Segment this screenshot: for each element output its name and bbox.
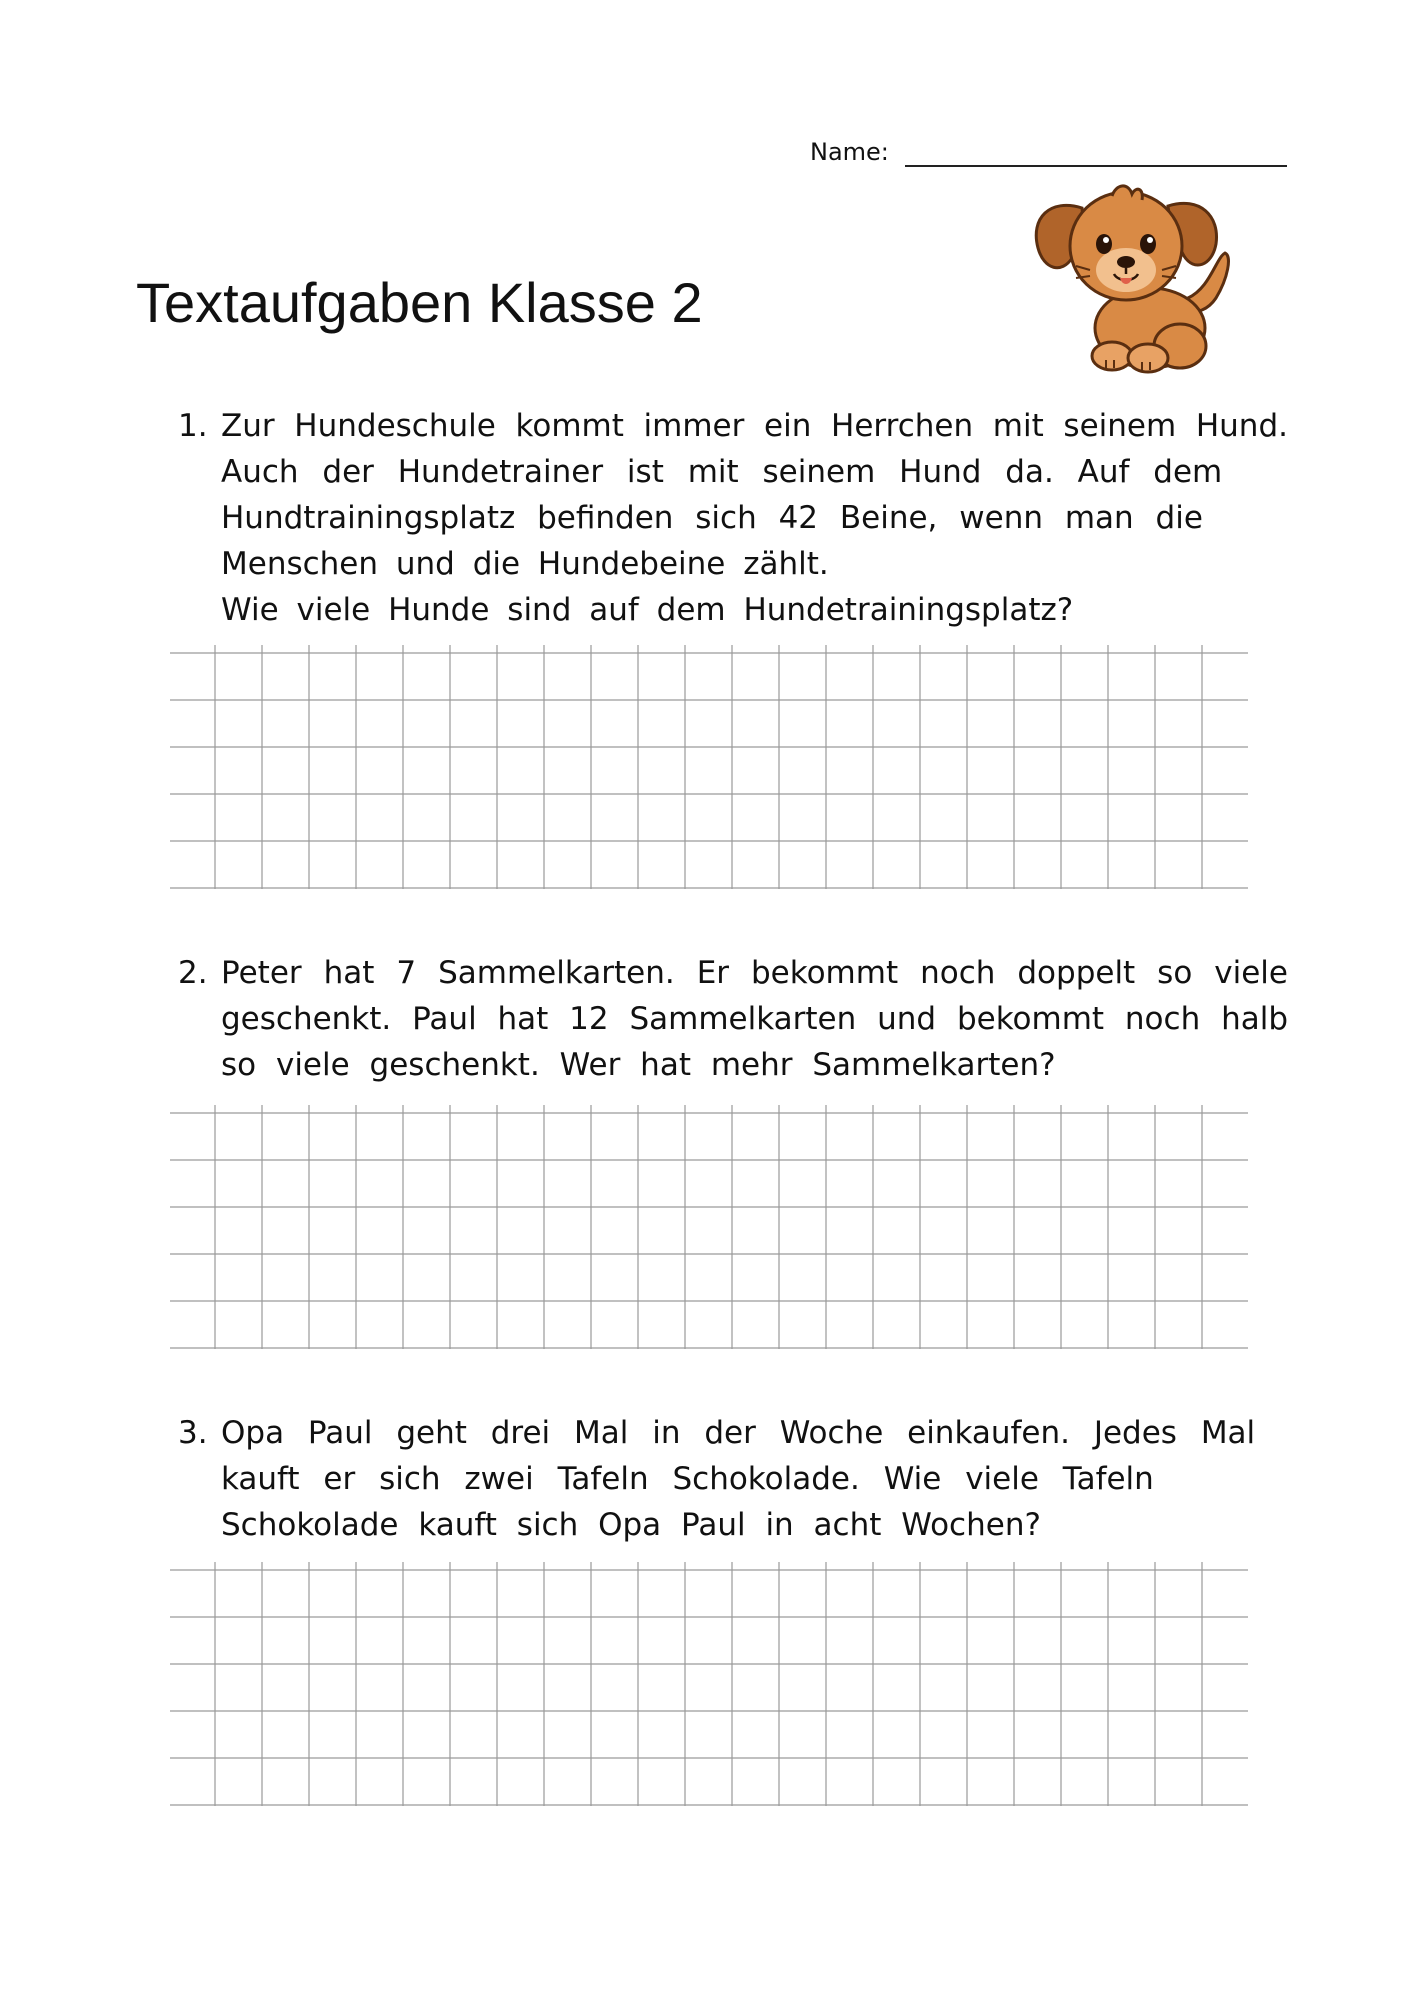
task-line: Hundtrainingsplatz befinden sich 42 Beine, wenn man die bbox=[221, 500, 1203, 536]
answer-grid-3[interactable] bbox=[170, 1562, 1248, 1806]
name-write-line[interactable] bbox=[905, 165, 1287, 167]
task-text bbox=[221, 403, 1288, 633]
grid-lines bbox=[170, 1562, 1248, 1806]
task-line: Wie viele Hunde sind auf dem Hundetrainingsplatz? bbox=[221, 592, 1074, 628]
dog-icon bbox=[1020, 178, 1240, 378]
grid-lines bbox=[170, 1105, 1248, 1349]
task-line: Peter hat 7 Sammelkarten. Er bekommt noch doppelt so viele bbox=[221, 955, 1288, 991]
task-line: so viele geschenkt. Wer hat mehr Sammelkarten? bbox=[221, 1047, 1056, 1083]
answer-grid-2[interactable] bbox=[170, 1105, 1248, 1349]
task-line: Schokolade kauft sich Opa Paul in acht Wochen? bbox=[221, 1507, 1041, 1543]
task-number: 1. bbox=[178, 408, 208, 444]
name-field bbox=[810, 138, 1290, 172]
task-line: Auch der Hundetrainer ist mit seinem Hund da. Auf dem bbox=[221, 454, 1223, 490]
task-text bbox=[221, 1410, 1288, 1548]
name-label: Name: bbox=[810, 138, 889, 166]
grid-lines bbox=[170, 645, 1248, 889]
page-title: Textaufgaben Klasse 2 bbox=[136, 271, 703, 334]
task-line: kauft er sich zwei Tafeln Schokolade. Wie viele Tafeln bbox=[221, 1461, 1154, 1497]
task-text bbox=[221, 950, 1288, 1088]
task-line: geschenkt. Paul hat 12 Sammelkarten und bekommt noch halb bbox=[221, 1001, 1288, 1037]
answer-grid-1[interactable] bbox=[170, 645, 1248, 889]
task-line: Menschen und die Hundebeine zählt. bbox=[221, 546, 829, 582]
task-number: 3. bbox=[178, 1415, 208, 1451]
task-line: Zur Hundeschule kommt immer ein Herrchen mit seinem Hund. bbox=[221, 408, 1288, 444]
task-number: 2. bbox=[178, 955, 208, 991]
task-line: Opa Paul geht drei Mal in der Woche einkaufen. Jedes Mal bbox=[221, 1415, 1256, 1451]
